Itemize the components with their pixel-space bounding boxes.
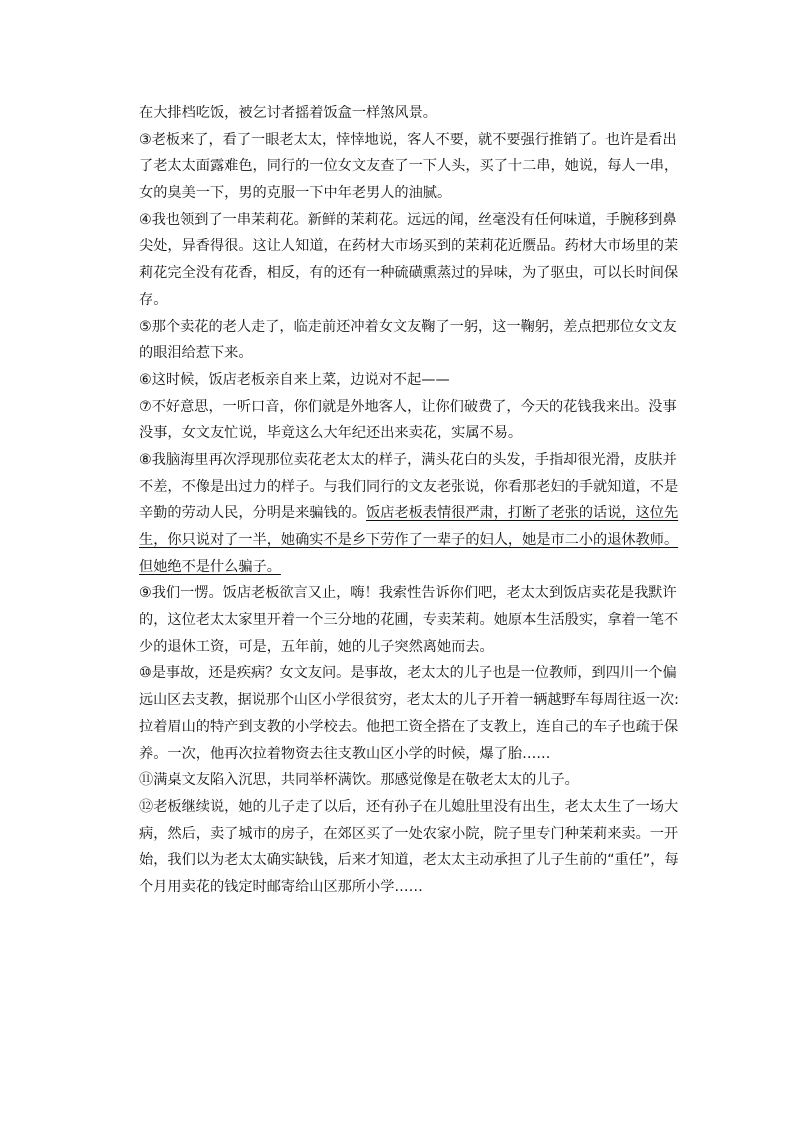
text-line [139,847,679,874]
text-line [139,180,679,207]
text-line [139,340,679,367]
text-segment: 没事，女文友忙说，毕竟这么大年纪还出来卖花，实属不易。 [139,425,523,442]
underlined-text: 但她绝不是什么骗子。 [139,558,281,575]
text-segment: 在大排档吃饭，被乞讨者摇着饭盒一样煞风景。 [139,105,437,121]
text-segment: ⑫老板继续说，她的儿子走了以后，还有孙子在儿媳肚里没有出生，老太太生了一场大 [139,798,679,815]
text-line [139,127,679,154]
text-line [139,741,679,768]
article-body [139,100,679,901]
text-line [139,874,679,901]
text-line [139,554,679,581]
text-segment: 的眼泪给惹下来。 [139,345,253,362]
text-segment: 的，这位老太太家里开着一个三分地的花圃，专卖茉莉。她原本生活殷实，拿着一笔不 [139,612,679,629]
text-segment: 尖处，异香得很。这让人知道，在药材大市场买到的茉莉花近赝品。药材大市场里的茉 [139,238,679,255]
text-line [139,420,679,447]
text-line [139,687,679,714]
text-line [139,660,679,687]
text-segment: ⑤那个卖花的老人走了，临走前还冲着女文友鞠了一躬，这一鞠躬，差点把那位女文友 [139,318,677,335]
text-line [139,714,679,741]
text-segment: ⑪满桌文友陷入沉思，共同举杯满饮。那感觉像是在敬老太太的儿子。 [139,772,579,789]
text-segment: 辛勤的劳动人民，分明是来骗钱的。 [139,505,367,522]
text-line [139,634,679,661]
text-segment: 个月用卖花的钱定时邮寄给山区那所小学…… [139,878,423,895]
text-line [139,447,679,474]
text-segment: ⑩是事故，还是疾病？女文友问。是事故，老太太的儿子也是一位教师，到四川一个偏 [139,665,677,682]
text-segment: 远山区去支教，据说那个山区小学很贫穷，老太太的儿子开着一辆越野车每周往返一次: [139,692,679,709]
text-segment: 少的退休工资，可是，五年前，她的儿子突然离她而去。 [139,638,494,655]
text-line [139,153,679,180]
text-line [139,233,679,260]
text-line [139,394,679,421]
text-segment: ③老板来了，看了一眼老太太，悻悻地说，客人不要，就不要强行推销了。也许是看出 [139,131,677,148]
text-line [139,367,679,394]
text-segment: 存。 [139,291,168,308]
text-line [139,100,679,127]
text-segment: 了老太太面露难色，同行的一位女文友查了一下人头，买了十二串，她说，每人一串， [139,158,679,175]
text-segment: 养。一次，他再次拉着物资去往支教山区小学的时候，爆了胎…… [139,745,551,762]
text-line [139,314,679,341]
text-line [139,821,679,848]
text-line [139,474,679,501]
text-segment: ⑧我脑海里再次浮现那位卖花老太太的样子，满头花白的头发，手指却很光滑，皮肤并 [139,451,677,468]
text-segment: ⑨我们一愣。饭店老板欲言又止，嗨！我索性告诉你们吧，老太太到饭店卖花是我默许 [139,585,677,602]
text-segment: 不差，不像是出过力的样子。与我们同行的文友老张说，你看那老妇的手就知道，不是 [139,478,679,495]
text-segment: 莉花完全没有花香，相反，有的还有一种硫磺熏蒸过的异味，为了驱虫，可以长时间保 [139,265,679,282]
underlined-text: 生，你只说对了一半，她确实不是乡下劳作了一辈子的妇人，她是市二小的退休教师。 [139,532,679,548]
text-line [139,607,679,634]
text-line [139,794,679,821]
text-line [139,207,679,234]
text-segment: 拉着眉山的特产到支教的小学校去。他把工资全搭在了支教上，连自己的车子也疏于保 [139,718,679,735]
text-segment: ⑥这时候，饭店老板亲自来上菜，边说对不起—— [139,371,450,388]
text-line [139,580,679,607]
text-segment: ④我也领到了一串茉莉花。新鲜的茉莉花。远远的闻，丝毫没有任何味道，手腕移到鼻 [139,211,677,228]
text-line [139,500,679,527]
underlined-text: 饭店老板表情很严肃，打断了老张的话说，这位先 [366,505,679,522]
text-segment: 始，我们以为老太太确实缺钱，后来才知道，老太太主动承担了儿子生前的“重任”，每 [139,852,679,869]
text-segment: 病，然后，卖了城市的房子，在郊区买了一处农家小院，院子里专门种茉莉来卖。一开 [139,825,679,842]
text-segment: 女的臭美一下，男的克服一下中年老男人的油腻。 [139,185,452,202]
text-line [139,287,679,314]
text-line [139,527,679,554]
text-segment: ⑦不好意思，一听口音，你们就是外地客人，让你们破费了，今天的花钱我来出。没事 [139,398,677,415]
text-line [139,260,679,287]
text-line [139,767,679,794]
